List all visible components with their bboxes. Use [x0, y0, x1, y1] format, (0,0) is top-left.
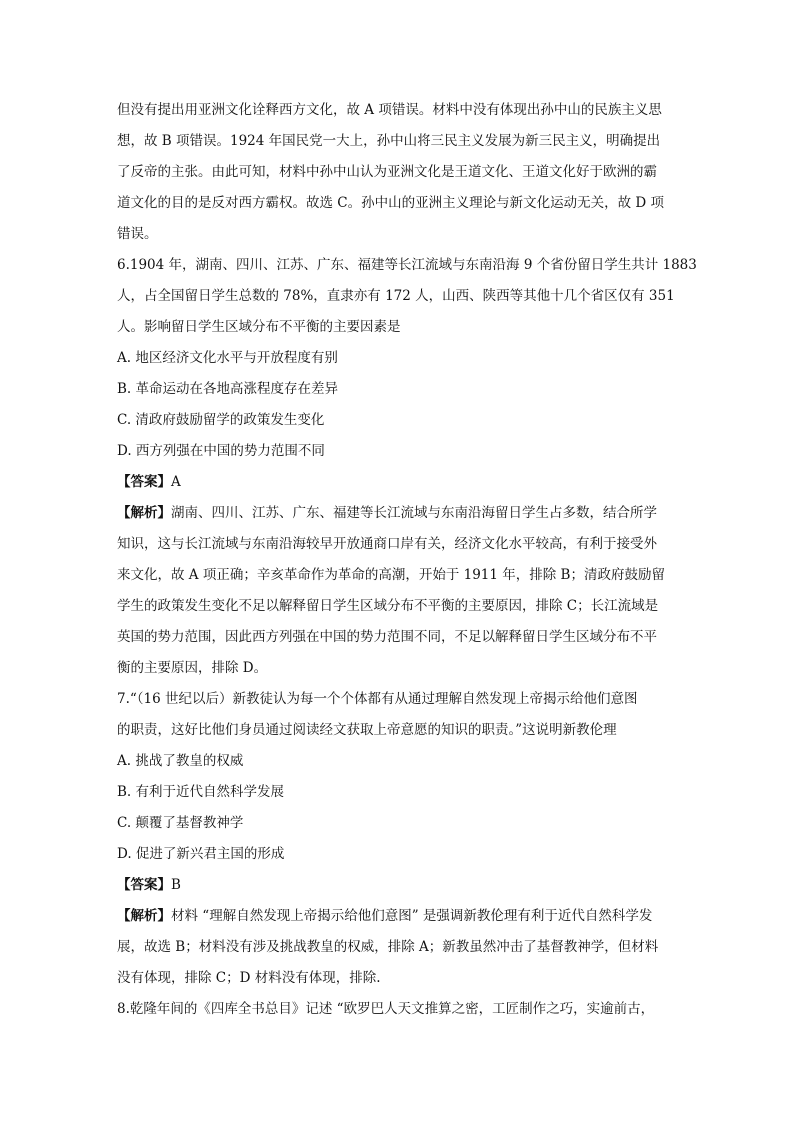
- answer-value: B: [171, 877, 181, 893]
- question-6-answer: [117, 467, 682, 498]
- text-line: 没有体现，排除 C；D 材料没有体现，排除.: [117, 970, 381, 986]
- text-line: 来文化，故 A 项正确；辛亥革命作为革命的高潮，开始于 1911 年，排除 B；清政府鼓励留: [117, 567, 665, 583]
- option-d: D. 西方列强在中国的势力范围不同: [117, 443, 325, 459]
- text-line: 错误。: [117, 226, 158, 242]
- option-b: B. 革命运动在各地高涨程度存在差异: [117, 381, 339, 397]
- paragraph-q5-analysis-continued: [117, 95, 682, 250]
- text-line: 道文化的目的是反对西方霸权。故选 C。孙中山的亚洲主义理论与新文化运动无关，故 D 项: [117, 195, 665, 211]
- text-line: 人，占全国留日学生总数的 78%，直隶亦有 172 人，山西、陕西等其他十几个省区仅有 351: [117, 288, 675, 304]
- text-line: 的职责，这好比他们身员通过阅读经文获取上帝意愿的知识的职责。”这说明新教伦理: [117, 722, 617, 738]
- text-line: 知识，这与长江流域与东南沿海较早开放通商口岸有关，经济文化水平较高，有利于接受外: [117, 536, 657, 552]
- text-line: 6.1904 年，湖南、四川、江苏、广东、福建等长江流域与东南沿海 9 个省份留日学生共计 1883: [117, 257, 697, 273]
- text-line: 8.乾隆年间的《四库全书总目》记述 “欧罗巴人天文推算之密，工匠制作之巧，实逾前古，: [117, 1001, 655, 1017]
- answer-tag: 【答案】: [117, 877, 171, 893]
- option-a: A. 地区经济文化水平与开放程度有别: [117, 350, 338, 366]
- text-line: 想，故 B 项错误。1924 年国民党一大上，孙中山将三民主义发展为新三民主义，明确提出: [117, 133, 661, 149]
- text-line: 了反帝的主张。由此可知，材料中孙中山认为亚洲文化是王道文化、王道文化好于欧洲的霸: [117, 164, 657, 180]
- text-line: 但没有提出用亚洲文化诠释西方文化，故 A 项错误。材料中没有体现出孙中山的民族主义思: [117, 102, 662, 118]
- document-page: [117, 95, 697, 1025]
- text-line: 7.“（16 世纪以后）新教徒认为每一个个体都有从通过理解自然发现上帝揭示给他们意图: [117, 691, 638, 707]
- answer-tag: 【答案】: [117, 474, 171, 490]
- text-line: 学生的政策发生变化不足以解释留日学生区域分布不平衡的主要原因，排除 C；长江流域是: [117, 598, 659, 614]
- text-fragment: 材料 “理解自然发现上帝揭示给他们意图” 是强调新教伦理有利于近代自然科学发: [171, 908, 653, 924]
- text-line: [117, 901, 682, 932]
- question-6-stem: [117, 250, 697, 343]
- analysis-tag: 【解析】: [117, 908, 171, 924]
- question-6-analysis: [117, 498, 682, 684]
- answer-value: A: [171, 474, 181, 490]
- question-8-stem: [117, 994, 682, 1025]
- text-line: 展，故选 B；材料没有涉及挑战教皇的权威，排除 A；新教虽然冲击了基督教神学，但材料: [117, 939, 659, 955]
- question-6-options: [117, 343, 682, 467]
- question-7-answer: [117, 870, 682, 901]
- option-a: A. 挑战了教皇的权威: [117, 753, 244, 769]
- question-7-options: [117, 746, 682, 870]
- text-line: [117, 498, 682, 529]
- option-b: B. 有利于近代自然科学发展: [117, 784, 285, 800]
- text-line: 衡的主要原因，排除 D。: [117, 660, 268, 676]
- text-fragment: 湖南、四川、江苏、广东、福建等长江流域与东南沿海留日学生占多数，结合所学: [171, 505, 657, 521]
- option-d: D. 促进了新兴君主国的形成: [117, 846, 285, 862]
- option-c: C. 清政府鼓励留学的政策发生变化: [117, 412, 325, 428]
- text-line: 人。影响留日学生区域分布不平衡的主要因素是: [117, 319, 401, 335]
- option-c: C. 颠覆了基督教神学: [117, 815, 244, 831]
- text-line: 英国的势力范围，因此西方列强在中国的势力范围不同，不足以解释留日学生区域分布不平: [117, 629, 657, 645]
- analysis-tag: 【解析】: [117, 505, 171, 521]
- question-7-stem: [117, 684, 682, 746]
- question-7-analysis: [117, 901, 682, 994]
